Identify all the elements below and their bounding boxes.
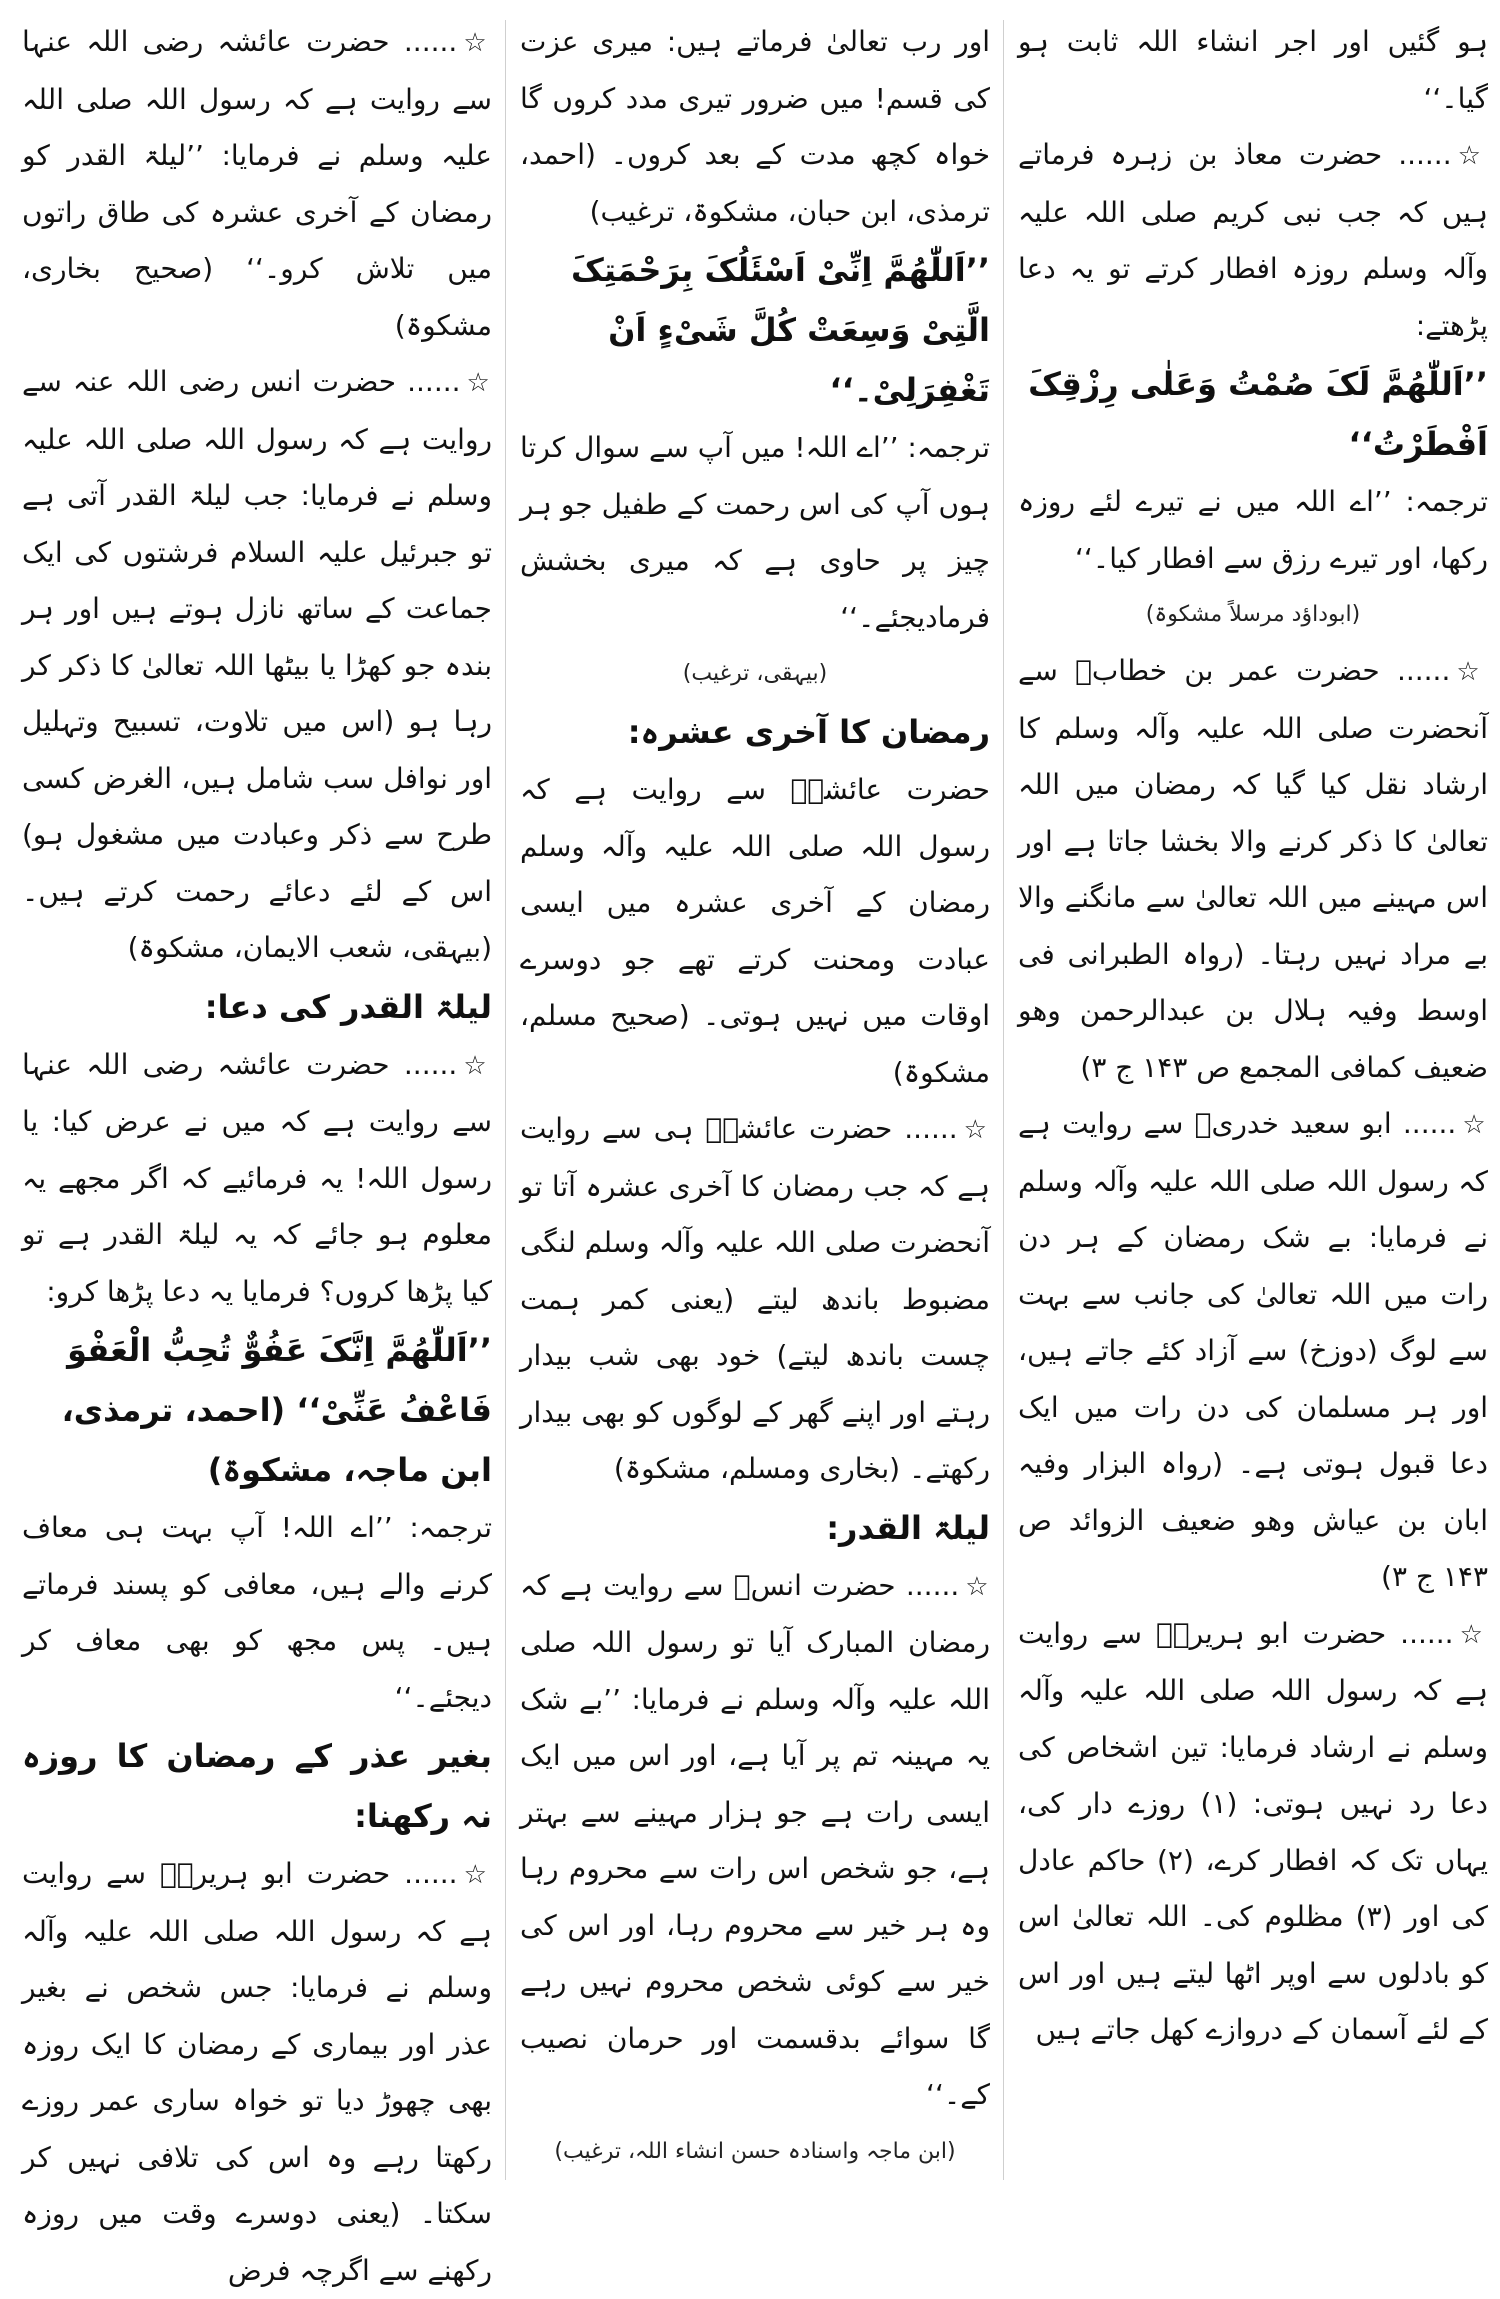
star-icon: ☆ ...... bbox=[404, 1857, 492, 1890]
hadith-text: حضرت عائشہ رضی اللہ عنہا سے روایت ہے کہ رسول اللہ صلی اللہ علیہ وسلم نے فرمایا: ’’لیلۃ القدر کو رمضان کے آخری عشرہ کی طاق راتوں میں تلاش کرو۔‘‘ (صحیح بخاری، مشکوۃ) bbox=[22, 25, 492, 342]
section-heading: لیلۃ القدر: bbox=[826, 1508, 990, 1547]
hadith-paragraph bbox=[1018, 1606, 1488, 2059]
hadith-text: حضرت انس رضی اللہ عنہ سے روایت ہے کہ رسول اللہ صلی اللہ علیہ وسلم نے فرمایا: جب لیلۃ القدر آتی ہے تو جبرئیل علیہ السلام فرشتوں کی ایک جماعت کے ساتھ نازل ہوتے ہیں اور ہر بندہ جو کھڑا یا بیٹھا اللہ تعالیٰ کا ذکر کر رہا ہو (اس میں تلاوت، تسبیح وتہلیل اور نوافل سب شامل ہیں، الغرض کسی طرح سے ذکر وعبادت میں مشغول ہو) اس کے لئے دعائے رحمت کرتے ہیں۔ (بیہقی، شعب الایمان، مشکوۃ) bbox=[22, 365, 492, 964]
star-icon: ☆ ...... bbox=[906, 1569, 990, 1602]
text-column-right bbox=[1018, 14, 1488, 2184]
section-heading: رمضان کا آخری عشرہ: bbox=[627, 713, 990, 751]
hadith-text: حضرت عائشہؓ ہی سے روایت ہے کہ جب رمضان کا آخری عشرہ آتا تو آنحضرت صلی اللہ علیہ وآلہ وسلم لنگی مضبوط باندھ لیتے (یعنی کمر ہمت چست باندھ لیتے) خود بھی شب بیدار رہتے اور اپنے گھر کے لوگوں کو بھی بیدار رکھتے۔ (بخاری ومسلم، مشکوۃ) bbox=[520, 1112, 990, 1485]
star-icon: ☆ ...... bbox=[1400, 1617, 1488, 1650]
hadith-paragraph bbox=[520, 1101, 990, 1498]
star-icon: ☆ ...... bbox=[1398, 138, 1488, 171]
hadith-paragraph bbox=[22, 354, 492, 977]
hadith-text: حضرت ابو ہریرہؓ سے روایت ہے کہ رسول اللہ صلی اللہ علیہ وآلہ وسلم نے فرمایا: جس شخص نے بغیر عذر اور بیماری کے رمضان کا ایک روزہ بھی چھوڑ دیا تو خواہ ساری عمر روزے رکھتا رہے وہ اس کی تلافی نہیں کر سکتا۔ (یعنی دوسرے وقت میں روزہ رکھنے سے اگرچہ فرض bbox=[22, 1857, 492, 2287]
hadith-paragraph bbox=[22, 1037, 492, 1321]
hadith-text: حضرت عائشہؓ سے روایت ہے کہ رسول اللہ صلی اللہ علیہ وآلہ وسلم رمضان کے آخری عشرہ میں ایسی عبادت ومحنت کرتے تھے جو دوسرے اوقات میں نہیں ہوتی۔ (صحیح مسلم، مشکوۃ) bbox=[520, 773, 990, 1089]
reference-citation: (ابن ماجہ واسنادہ حسن انشاء اللہ، ترغیب) bbox=[554, 2138, 956, 2164]
translation-text: ترجمہ: ’’اے اللہ میں نے تیرے لئے روزہ رکھا، اور تیرے رزق سے افطار کیا۔‘‘ bbox=[1018, 485, 1488, 575]
hadith-text: حضرت انسؓ سے روایت ہے کہ رمضان المبارک آیا تو رسول اللہ صلی اللہ علیہ وآلہ وسلم نے فرمایا: ’’بے شک یہ مہینہ تم پر آیا ہے، اور اس میں ایک ایسی رات ہے جو ہزار مہینے سے بہتر ہے، جو شخص اس رات سے محروم رہا وہ ہر خیر سے محروم رہا، اور اس کی خیر سے کوئی شخص محروم نہیں رہے گا سوائے بدقسمت اور حرمان نصیب کے۔‘‘ bbox=[520, 1568, 990, 2111]
hadith-text: حضرت معاذ بن زہرہ فرماتے ہیں کہ جب نبی کریم صلی اللہ علیہ وآلہ وسلم روزہ افطار کرتے تو یہ دعا پڑھتے: bbox=[1018, 138, 1488, 342]
star-icon: ☆ ...... bbox=[1397, 654, 1488, 687]
arabic-dua: ’’اَللّٰھُمَّ لَکَ صُمْتُ وَعَلٰی رِزْقِکَ اَفْطَرْتُ‘‘ bbox=[1028, 365, 1488, 463]
hadith-text: حضرت عمر بن خطابؓ سے آنحضرت صلی اللہ علیہ وآلہ وسلم کا ارشاد نقل کیا گیا کہ رمضان میں اللہ تعالیٰ کا ذکر کرنے والا بخشا جاتا ہے اور اس مہینے میں اللہ تعالیٰ سے مانگنے والا بے مراد نہیں رہتا۔ (رواہ الطبرانی فی اوسط وفیہ ہلال بن عبدالرحمن وھو ضعیف کمافی المجمع ص ۱۴۳ ج ۳) bbox=[1018, 654, 1488, 1084]
paragraph-continuation: اور رب تعالیٰ فرماتے ہیں: میری عزت کی قسم! میں ضرور تیری مدد کروں گا خواہ کچھ مدت کے بعد کروں۔ (احمد، ترمذی، ابن حبان، مشکوۃ، ترغیب) bbox=[520, 25, 990, 228]
arabic-dua: ’’اَللّٰھُمَّ اِنِّیْ اَسْئَلُکَ بِرَحْمَتِکَ الَّتِیْ وَسِعَتْ کُلَّ شَیْءٍ اَنْ تَغْفِرَلِیْ۔‘‘ bbox=[571, 251, 990, 409]
hadith-paragraph bbox=[520, 1558, 990, 2124]
section-heading: بغیر عذر کے رمضان کا روزہ نہ رکھنا: bbox=[22, 1737, 492, 1835]
reference-citation: (بیہقی، ترغیب) bbox=[682, 661, 828, 686]
star-icon: ☆ ...... bbox=[404, 25, 492, 58]
column-divider-right bbox=[1003, 20, 1004, 2180]
section-heading: لیلۃ القدر کی دعا: bbox=[204, 987, 492, 1026]
reference-citation: (ابوداؤد مرسلاً مشکوۃ) bbox=[1145, 602, 1361, 627]
hadith-text: حضرت ابو ہریرہؓ سے روایت ہے کہ رسول اللہ صلی اللہ علیہ وآلہ وسلم نے ارشاد فرمایا: تین اشخاص کی دعا رد نہیں ہوتی: (۱) روزے دار کی، یہاں تک کہ افطار کرے، (۲) حاکم عادل کی اور (۳) مظلوم کی۔ اللہ تعالیٰ اس کو بادلوں سے اوپر اٹھا لیتے ہیں اور اس کے لئے آسمان کے دروازے کھل جاتے ہیں bbox=[1018, 1616, 1488, 2046]
hadith-paragraph bbox=[1018, 127, 1488, 354]
hadith-paragraph bbox=[22, 14, 492, 354]
hadith-paragraph bbox=[1018, 643, 1488, 1096]
translation-text: ترجمہ: ’’اے اللہ! میں آپ سے سوال کرتا ہوں آپ کی اس رحمت کے طفیل جو ہر چیز پر حاوی ہے کہ میری بخشش فرمادیجئے۔‘‘ bbox=[520, 431, 990, 634]
hadith-paragraph bbox=[1018, 1096, 1488, 1606]
star-icon: ☆ ...... bbox=[1403, 1107, 1488, 1140]
hadith-paragraph bbox=[22, 1846, 492, 2299]
hadith-text: ابو سعید خدریؓ سے روایت ہے کہ رسول اللہ صلی اللہ علیہ وآلہ وسلم نے فرمایا: بے شک رمضان کے ہر دن رات میں اللہ تعالیٰ کی جانب سے بہت سے لوگ (دوزخ) سے آزاد کئے جاتے ہیں، اور ہر مسلمان کی دن رات میں ایک دعا قبول ہوتی ہے۔ (رواہ البزار وفیہ ابان بن عیاش وھو ضعیف الزوائد ص ۱۴۳ ج ۳) bbox=[1018, 1107, 1488, 1593]
text-column-left bbox=[22, 14, 492, 2287]
star-icon: ☆ ...... bbox=[407, 365, 492, 398]
hadith-text: حضرت عائشہ رضی اللہ عنہا سے روایت ہے کہ میں نے عرض کیا: یا رسول اللہ! یہ فرمائیے کہ اگر مجھے یہ معلوم ہو جائے کہ یہ لیلۃ القدر ہے تو کیا پڑھا کروں؟ فرمایا یہ دعا پڑھا کرو: bbox=[22, 1047, 492, 1308]
text-column-middle bbox=[520, 14, 990, 2184]
translation-text: ترجمہ: ’’اے اللہ! آپ بہت ہی معاف کرنے والے ہیں، معافی کو پسند فرماتے ہیں۔ پس مجھ کو بھی معاف کر دیجئے۔‘‘ bbox=[22, 1511, 492, 1714]
arabic-dua: ’’اَللّٰھُمَّ اِنَّکَ عَفُوٌّ تُحِبُّ الْعَفْوَ فَاعْفُ عَنِّیْ‘‘ (احمد، ترمذی، ابن ماجہ، مشکوۃ) bbox=[61, 1331, 492, 1489]
star-icon: ☆ ...... bbox=[904, 1112, 990, 1145]
star-icon: ☆ ...... bbox=[404, 1048, 492, 1081]
paragraph-continuation: ہو گئیں اور اجر انشاء اللہ ثابت ہو گیا۔‘‘ bbox=[1018, 25, 1488, 115]
column-divider-left bbox=[505, 20, 506, 2180]
